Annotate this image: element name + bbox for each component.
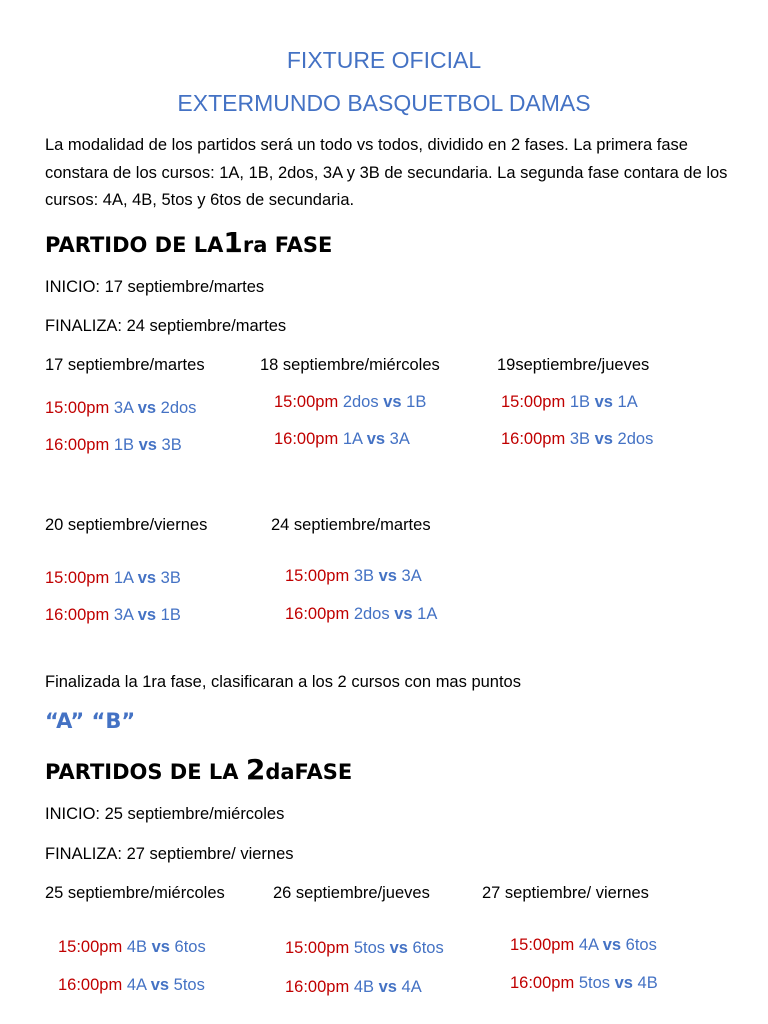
heading-text: daFASE (265, 760, 353, 784)
title-line-1: FIXTURE OFICIAL (286, 47, 482, 73)
team-a: 2dos (342, 393, 379, 411)
team-a: 3A (113, 399, 134, 417)
team-b: 1A (417, 605, 438, 623)
vs-label: vs (614, 974, 633, 992)
team-b: 4A (401, 978, 422, 996)
team-a: 3B (353, 567, 374, 585)
heading-number: 2 (245, 753, 266, 786)
match-time: 15:00pm (285, 939, 350, 957)
vs-label: vs (594, 393, 613, 411)
heading-text: ra FASE (242, 233, 333, 257)
team-b: 1A (617, 393, 638, 411)
match-time: 16:00pm (274, 430, 339, 448)
team-b: 4B (637, 974, 658, 992)
match-time: 16:00pm (58, 976, 123, 994)
team-b: 6tos (174, 938, 206, 956)
team-a: 3A (113, 606, 134, 624)
day-date: 20 septiembre/viernes (45, 516, 208, 534)
match-row (285, 567, 422, 586)
vs-label: vs (389, 939, 408, 957)
vs-label: vs (151, 938, 170, 956)
heading-number: 1 (223, 226, 243, 259)
match-row (510, 936, 657, 955)
match-time: 15:00pm (510, 936, 575, 954)
match-time: 15:00pm (58, 938, 123, 956)
match-row (285, 939, 444, 958)
title-line-2: EXTERMUNDO BASQUETBOL DAMAS (177, 90, 591, 116)
vs-label: vs (378, 567, 397, 585)
phase2-start: INICIO: 25 septiembre/miércoles (45, 805, 285, 823)
team-b: 2dos (160, 399, 197, 417)
team-b: 6tos (412, 939, 444, 957)
team-b: 1B (406, 393, 427, 411)
vs-label: vs (602, 936, 622, 954)
team-a: 4A (126, 976, 147, 994)
match-row (45, 569, 181, 588)
match-time: 16:00pm (501, 430, 566, 448)
match-time: 16:00pm (285, 978, 350, 996)
vs-label: vs (138, 436, 157, 454)
intro-paragraph: La modalidad de los partidos será un todo vs todos, dividido en 2 fases. La primera fase constara de los cursos: 1A, 1B, 2dos, 3A y 3B de secundaria. La segunda fase contara de los cursos: 4A, 4B, 5tos y 6tos de secundaria. (45, 136, 728, 209)
match-row (45, 399, 196, 418)
match-row (501, 430, 653, 449)
team-b: 2dos (617, 430, 654, 448)
vs-label: vs (366, 430, 386, 448)
team-a: 4A (578, 936, 599, 954)
vs-label: vs (378, 978, 397, 996)
team-a: 2dos (353, 605, 390, 623)
day-date: 26 septiembre/jueves (273, 884, 430, 902)
team-a: 1B (569, 393, 590, 411)
match-time: 16:00pm (45, 436, 110, 454)
match-row (274, 430, 410, 449)
team-a: 5tos (353, 939, 385, 957)
vs-label: vs (150, 976, 170, 994)
team-a: 4B (353, 978, 374, 996)
match-row (510, 974, 658, 993)
vs-label: vs (394, 605, 413, 623)
vs-label: vs (137, 569, 157, 587)
classification-note: Finalizada la 1ra fase, clasificaran a los 2 cursos con mas puntos (45, 673, 521, 691)
match-row (285, 605, 437, 624)
team-a: 5tos (578, 974, 610, 992)
team-a: 1A (342, 430, 363, 448)
match-time: 15:00pm (274, 393, 339, 411)
day-date: 24 septiembre/martes (271, 516, 431, 534)
phase1-start: INICIO: 17 septiembre/martes (45, 278, 265, 296)
phase2-heading (45, 753, 352, 786)
groups-label: “A” “B” (45, 709, 136, 733)
team-b: 5tos (173, 976, 205, 994)
team-b: 3A (389, 430, 410, 448)
team-b: 1B (160, 606, 181, 624)
team-a: 1B (113, 436, 134, 454)
match-row (285, 978, 422, 997)
vs-label: vs (137, 399, 157, 417)
match-time: 15:00pm (501, 393, 566, 411)
team-b: 3B (160, 569, 181, 587)
phase1-end: FINALIZA: 24 septiembre/martes (45, 317, 287, 335)
match-time: 15:00pm (45, 569, 110, 587)
team-a: 3B (569, 430, 590, 448)
match-time: 16:00pm (510, 974, 575, 992)
day-date: 19septiembre/jueves (497, 356, 650, 374)
phase2-end: FINALIZA: 27 septiembre/ viernes (45, 845, 294, 863)
day-date: 18 septiembre/miércoles (260, 356, 440, 374)
team-b: 6tos (625, 936, 657, 954)
vs-label: vs (137, 606, 157, 624)
vs-label: vs (383, 393, 402, 411)
match-time: 15:00pm (45, 399, 110, 417)
match-time: 16:00pm (285, 605, 350, 623)
match-row (501, 393, 638, 412)
match-row (58, 938, 206, 957)
heading-text: PARTIDOS DE LA (45, 760, 246, 784)
team-a: 4B (126, 938, 147, 956)
team-b: 3B (161, 436, 182, 454)
team-b: 3A (401, 567, 422, 585)
match-row (45, 606, 181, 625)
vs-label: vs (594, 430, 613, 448)
match-row (58, 976, 205, 995)
match-time: 15:00pm (285, 567, 350, 585)
phase1-heading (45, 226, 332, 259)
day-date: 27 septiembre/ viernes (482, 884, 649, 902)
day-date: 17 septiembre/martes (45, 356, 205, 374)
team-a: 1A (113, 569, 134, 587)
match-row (274, 393, 426, 412)
match-row (45, 436, 182, 455)
day-date: 25 septiembre/miércoles (45, 884, 225, 902)
heading-text: PARTIDO DE LA (45, 233, 224, 257)
match-time: 16:00pm (45, 606, 110, 624)
